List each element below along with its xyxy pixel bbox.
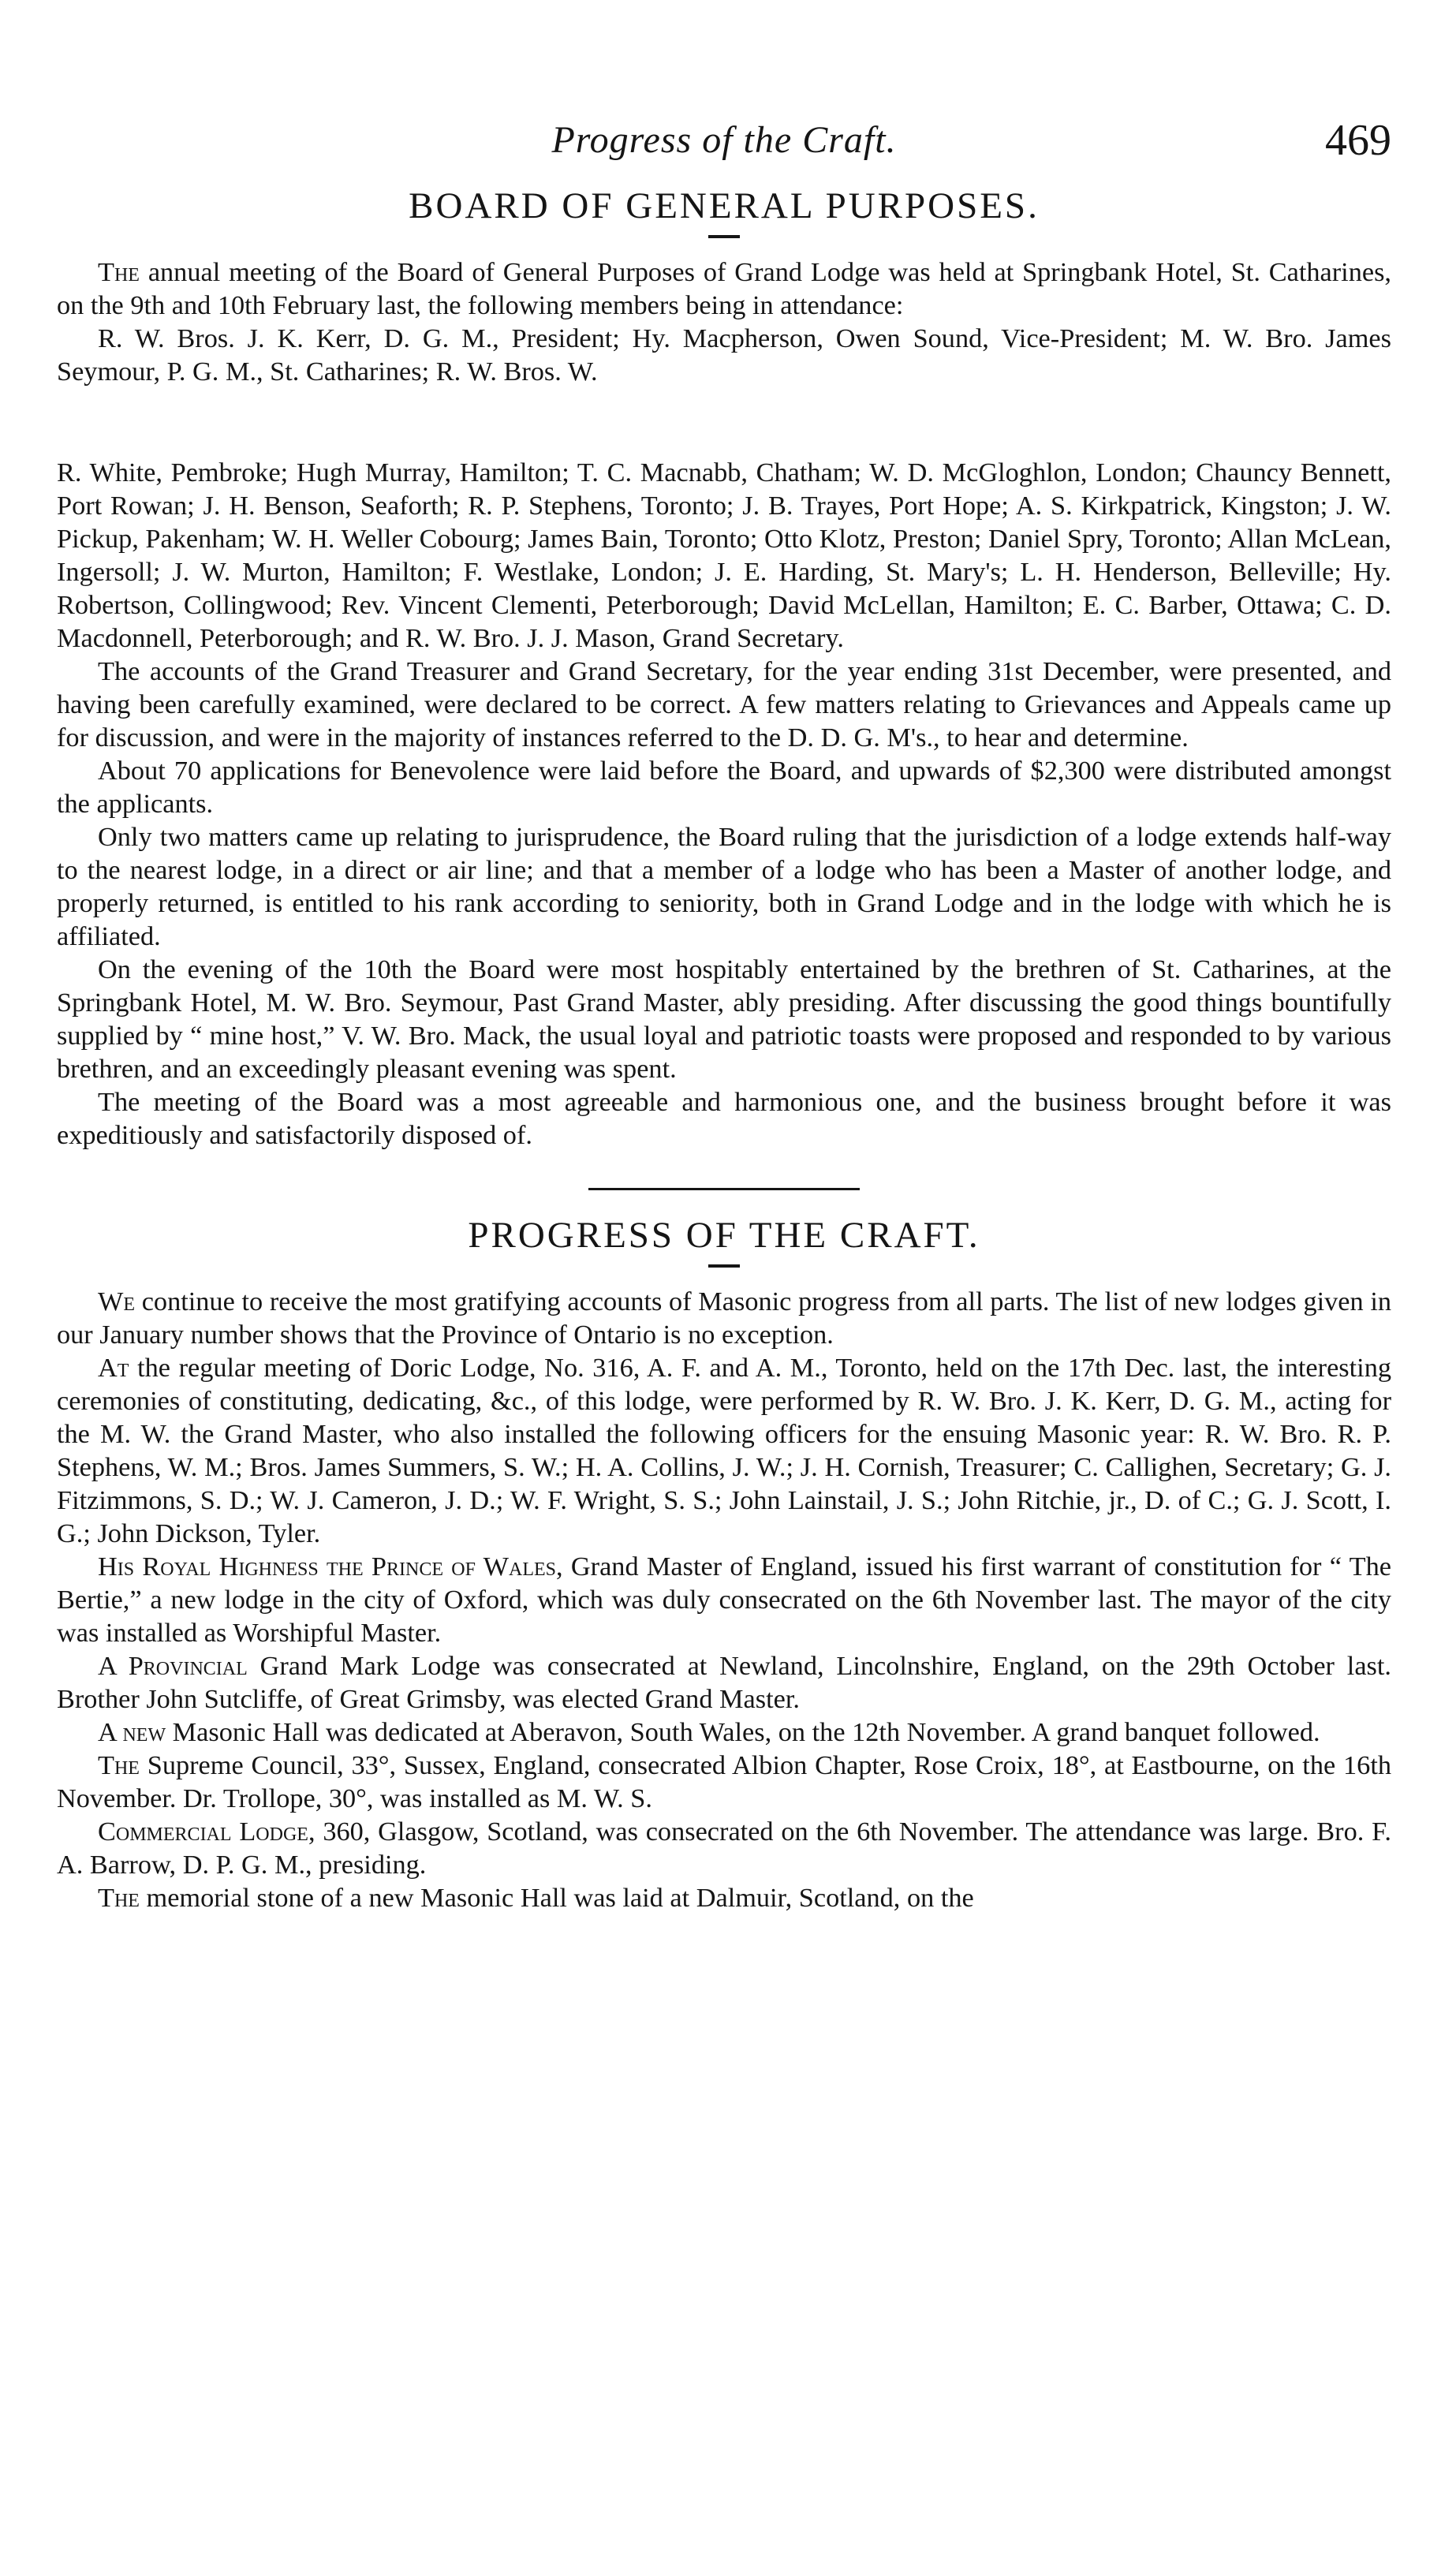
paragraph-text: Masonic Hall was dedicated at Aberavon, South Wales, on the 12th November. A grand banquet followed. <box>166 1717 1320 1747</box>
running-title: Progress of the Craft. <box>551 119 897 161</box>
paragraph-lead: A Provincial <box>98 1651 248 1681</box>
paragraph-text: R. W. Bros. J. K. Kerr, D. G. M., President; Hy. Macpherson, Owen Sound, Vice-President; M. W. Bro. James Seymour, P. G. M., St. Catharines; R. W. Bros. W. <box>57 323 1391 387</box>
paragraph-text: Grand Mark Lodge was consecrated at Newland, Lincolnshire, England, on the 29th October last. Brother John Sutcliffe, of Great Grimsby, was elected Grand Master. <box>57 1651 1391 1714</box>
page-number: 469 <box>1325 116 1391 165</box>
paragraph-text: The accounts of the Grand Treasurer and Grand Secretary, for the year ending 31st December, were presented, and having been carefully examined, were declared to be correct. A few matters relating to Grievances and Appeals came up for discussion, and were in the majority of instances referred to the D. D. G. M's., to hear and determine. <box>57 656 1391 752</box>
paragraph <box>57 456 1391 655</box>
paragraph-text: About 70 applications for Benevolence were laid before the Board, and upwards of $2,300 were distributed amongst the applicants. <box>57 756 1391 819</box>
paragraph <box>57 322 1391 388</box>
paragraph-text: , 360, Glasgow, Scotland, was consecrated on the 6th November. The attendance was large. Bro. F. A. Barrow, D. P. G. M., presiding. <box>57 1817 1392 1880</box>
section-heading-board: BOARD OF GENERAL PURPOSES. <box>409 185 1040 226</box>
heading-dash <box>708 1264 740 1268</box>
paragraph-lead: A new <box>98 1717 166 1747</box>
paragraph-text: Only two matters came up relating to jurisprudence, the Board ruling that the jurisdiction of a lodge extends half-way to the nearest lodge, in a direct or air line; and that a member of a lodge who has been a Master of another lodge, and properly returned, is entitled to his rank according to seniority, both in Grand Lodge and in the lodge with which he is affiliated. <box>57 822 1391 951</box>
paragraph <box>57 1285 1391 1351</box>
paragraph-text: , Grand Master of England, issued his first warrant of constitution for “ The Bertie,” a new lodge in the city of Oxford, which was duly consecrated on the 6th November last. The mayor of the city was installed as Worshipful Master. <box>57 1552 1391 1648</box>
paragraph-text: On the evening of the 10th the Board were most hospitably entertained by the brethren of St. Catharines, at the Springbank Hotel, M. W. Bro. Seymour, Past Grand Master, ably presiding. After discussing the good things bountifully supplied by “ mine host,” V. W. Bro. Mack, the usual loyal and patriotic toasts were proposed and responded to by various brethren, and an exceedingly pleasant evening was spent. <box>57 954 1391 1084</box>
paragraph-text: Supreme Council, 33°, Sussex, England, consecrated Albion Chapter, Rose Croix, 18°, at Eastbourne, on the 16th November. Dr. Trollope, 30°, was installed as M. W. S. <box>57 1750 1391 1813</box>
paragraph-text: memorial stone of a new Masonic Hall was laid at Dalmuir, Scotland, on the <box>139 1883 974 1913</box>
paragraph <box>57 1815 1391 1881</box>
running-head <box>57 118 1391 181</box>
paragraph <box>57 754 1391 820</box>
paragraph-text: annual meeting of the Board of General Purposes of Grand Lodge was held at Springbank Hotel, St. Catharines, on the 9th and 10th February last, the following members being in attendance: <box>57 257 1391 320</box>
paragraph <box>57 953 1391 1085</box>
blank-gap <box>57 388 1391 456</box>
paragraph-lead: The <box>98 257 140 287</box>
paragraph-lead: The <box>98 1750 140 1780</box>
paragraph <box>57 1649 1391 1716</box>
paragraph-text: the regular meeting of Doric Lodge, No. 316, A. F. and A. M., Toronto, held on the 17th Dec. last, the interesting ceremonies of constituting, dedicating, &c., of this lodge, were performed by R. W. Bro. J. K. Kerr, D. G. M., acting for the M. W. the Grand Master, who also installed the following officers for the ensuing Masonic year: R. W. Bro. R. P. Stephens, W. M.; Bros. James Summers, S. W.; H. A. Collins, J. W.; J. H. Cornish, Treasurer; C. Callighen, Secretary; G. J. Fitzimmons, S. D.; W. J. Cameron, J. D.; W. F. Wright, S. S.; John Lainstail, J. S.; John Ritchie, jr., D. of C.; G. J. Scott, I. G.; John Dickson, Tyler. <box>57 1353 1391 1548</box>
paragraph-lead: His Royal Highness the Prince of Wales <box>98 1552 557 1581</box>
paragraph <box>57 1351 1391 1550</box>
paragraph-text: R. White, Pembroke; Hugh Murray, Hamilton; T. C. Macnabb, Chatham; W. D. McGloghlon, London; Chauncy Bennett, Port Rowan; J. H. Benson, Seaforth; R. P. Stephens, Toronto; J. B. Trayes, Port Hope; A. S. Kirkpatrick, Kingston; J. W. Pickup, Pakenham; W. H. Weller Cobourg; James Bain, Toronto; Otto Klotz, Preston; Daniel Spry, Toronto; Allan McLean, Ingersoll; J. W. Murton, Hamilton; F. Westlake, London; J. E. Harding, St. Mary's; L. H. Henderson, Belleville; Hy. Robertson, Collingwood; Rev. Vincent Clementi, Peterborough; David McLellan, Hamilton; E. C. Barber, Ottawa; C. D. Macdonnell, Peterborough; and R. W. Bro. J. J. Mason, Grand Secretary. <box>57 457 1391 653</box>
paragraph <box>57 1085 1391 1152</box>
paragraph <box>57 1716 1391 1749</box>
section-heading-progress: PROGRESS OF THE CRAFT. <box>468 1215 980 1256</box>
paragraph <box>57 655 1391 754</box>
paragraph <box>57 256 1391 322</box>
paragraph <box>57 1749 1391 1815</box>
paragraph-lead: The <box>98 1883 140 1913</box>
page <box>57 118 1391 1914</box>
paragraph-text: The meeting of the Board was a most agreeable and harmonious one, and the business brought before it was expeditiously and satisfactorily disposed of. <box>57 1087 1391 1150</box>
paragraph <box>57 820 1391 953</box>
paragraph-text: continue to receive the most gratifying accounts of Masonic progress from all parts. The list of new lodges given in our January number shows that the Province of Ontario is no exception. <box>57 1286 1391 1350</box>
paragraph-lead: At <box>98 1353 129 1383</box>
section-divider <box>588 1188 860 1190</box>
paragraph <box>57 1881 1391 1914</box>
paragraph <box>57 1550 1391 1649</box>
paragraph-lead: We <box>98 1286 136 1316</box>
heading-dash <box>708 235 740 238</box>
paragraph-lead: Commercial Lodge <box>98 1817 308 1847</box>
